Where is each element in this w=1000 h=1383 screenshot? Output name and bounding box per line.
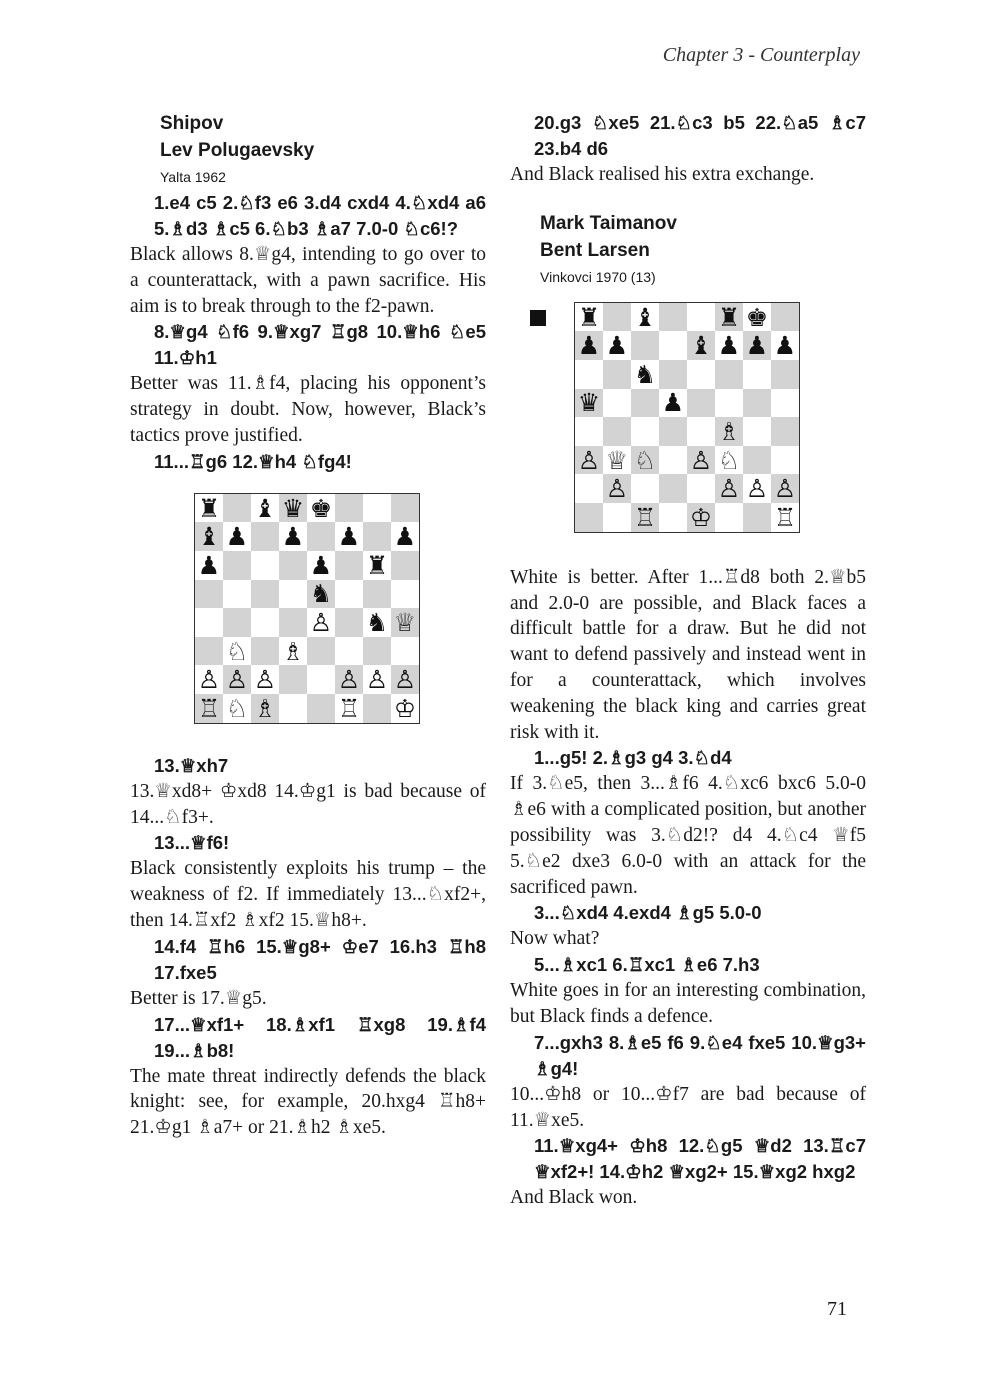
board-square — [743, 446, 771, 475]
board-square — [603, 503, 631, 532]
board-square — [279, 580, 307, 609]
board-square — [279, 608, 307, 637]
chess-piece-square: ♗ — [715, 417, 743, 446]
board-square — [391, 494, 419, 523]
chess-piece-square: ♟ — [659, 389, 687, 418]
chess-piece-square: ♙ — [687, 446, 715, 475]
board-square — [223, 551, 251, 580]
chess-piece-square: ♔ — [391, 694, 419, 723]
board-square — [575, 503, 603, 532]
white-player: Shipov — [160, 113, 224, 134]
chess-piece-square: ♙ — [743, 474, 771, 503]
white-player: Mark Taimanov — [540, 212, 677, 234]
commentary: Black allows 8.♕g4, intending to go over to a counterattack, with a pawn sacrifice. His aim is to break through to the f2-pawn. — [130, 244, 486, 317]
board-square — [659, 446, 687, 475]
move-text: 20.g3 ♘xe5 21.♘c3 b5 22.♘a5 ♗c7 23.b4 d6 — [534, 112, 866, 159]
board-square — [307, 665, 335, 694]
board-square — [575, 474, 603, 503]
board-square — [743, 503, 771, 532]
chess-piece-square: ♙ — [223, 665, 251, 694]
chess-piece-square: ♟ — [279, 522, 307, 551]
board-square — [687, 417, 715, 446]
board-square — [603, 303, 631, 332]
event-info: Vinkovci 1970 (13) — [540, 268, 656, 285]
chess-piece-square: ♘ — [715, 446, 743, 475]
board-square — [363, 522, 391, 551]
board-square — [743, 417, 771, 446]
board-square — [771, 360, 799, 389]
board-square — [771, 303, 799, 332]
board-square — [307, 694, 335, 723]
board-square — [335, 551, 363, 580]
move-text: 17...♕xf1+ 18.♗xf1 ♖xg8 19.♗f4 19...♗b8! — [154, 1013, 486, 1061]
chess-piece-square: ♚ — [743, 303, 771, 332]
event-info: Yalta 1962 — [160, 169, 226, 185]
chess-piece-square: ♟ — [335, 522, 363, 551]
chess-piece-square: ♜ — [363, 551, 391, 580]
board-square — [223, 580, 251, 609]
chess-piece-square: ♝ — [195, 522, 223, 551]
chess-piece-square: ♟ — [307, 551, 335, 580]
board-square — [279, 551, 307, 580]
chess-piece-square: ♝ — [687, 331, 715, 360]
board-square — [363, 637, 391, 666]
chess-piece-square: ♙ — [335, 665, 363, 694]
chess-piece-square: ♙ — [771, 474, 799, 503]
board-square — [631, 331, 659, 360]
board-square — [307, 637, 335, 666]
move-text: 13...♕f6! — [154, 832, 230, 854]
board-square — [279, 665, 307, 694]
move-text: 1.e4 c5 2.♘f3 e6 3.d4 cxd4 4.♘xd4 a6 5.♗d3 ♗c5 6.♘b3 ♗a7 7.0-0 ♘c6!? — [154, 192, 486, 239]
move-text: 5...♗xc1 6.♖xc1 ♗e6 7.h3 — [534, 954, 760, 976]
chess-piece-square: ♙ — [715, 474, 743, 503]
chess-piece-square: ♘ — [223, 694, 251, 723]
black-to-move-icon — [530, 310, 546, 326]
chess-piece-square: ♝ — [631, 303, 659, 332]
board-square — [279, 694, 307, 723]
board-square — [363, 580, 391, 609]
board-square — [363, 694, 391, 723]
board-square — [195, 608, 223, 637]
commentary: If 3.♘e5, then 3...♗f6 4.♘xc6 bxc6 5.0-0 ♗e6 with a complicated position, but another possibility was 3.♘d2!? d4 4.♘c4 ♕f5 5.♘e2 dxe3 6.0-0 with an attack for the sacrificed pawn. — [510, 773, 866, 898]
board-square — [687, 360, 715, 389]
board-square — [687, 389, 715, 418]
commentary: Better was 11.♗f4, placing his opponent’s strategy in doubt. Now, however, Black’s tactics prove justified. — [130, 373, 486, 446]
game-header — [510, 210, 866, 288]
chess-piece-square: ♚ — [307, 494, 335, 523]
board-square — [195, 637, 223, 666]
board-square — [659, 360, 687, 389]
commentary: Now what? — [510, 928, 600, 950]
chess-piece-square: ♟ — [715, 331, 743, 360]
board-square — [715, 389, 743, 418]
board-square — [659, 474, 687, 503]
chess-piece-square: ♖ — [771, 503, 799, 532]
chess-piece-square: ♙ — [575, 446, 603, 475]
move-text: 11.♕xg4+ ♔h8 12.♘g5 ♕d2 13.♖c7 ♕xf2+! 14.♔h2 ♕xg2+ 15.♕xg2 hxg2 — [534, 1135, 866, 1183]
chess-piece-square: ♛ — [279, 494, 307, 523]
board-square — [659, 303, 687, 332]
commentary: 13.♕xd8+ ♔xd8 14.♔g1 is bad because of 14...♘f3+. — [130, 780, 486, 828]
board-square — [659, 331, 687, 360]
board-square — [659, 503, 687, 532]
board-square — [363, 494, 391, 523]
chess-piece-square: ♖ — [195, 694, 223, 723]
board-square — [715, 360, 743, 389]
chess-piece-square: ♟ — [603, 331, 631, 360]
chess-piece-square: ♘ — [223, 637, 251, 666]
board-square — [603, 417, 631, 446]
board-square — [391, 637, 419, 666]
board-square — [603, 389, 631, 418]
commentary: Black consistently exploits his trump – the weakness of f2. If immediately 13...♘xf2+, then 14.♖xf2 ♗xf2 15.♕h8+. — [130, 858, 486, 931]
chess-piece-square: ♘ — [631, 446, 659, 475]
chess-piece-square: ♜ — [715, 303, 743, 332]
board-square — [391, 551, 419, 580]
move-text: 8.♕g4 ♘f6 9.♕xg7 ♖g8 10.♕h6 ♘e5 11.♔h1 — [154, 321, 486, 369]
black-player: Lev Polugaevsky — [160, 140, 315, 161]
board-square — [251, 608, 279, 637]
diagram-container — [510, 302, 866, 537]
commentary: Better is 17.♕g5. — [130, 987, 267, 1009]
chess-piece-square: ♙ — [603, 474, 631, 503]
board-square — [251, 551, 279, 580]
board-square — [771, 446, 799, 475]
board-square — [307, 522, 335, 551]
chess-piece-square: ♙ — [307, 608, 335, 637]
board-square — [251, 522, 279, 551]
board-square — [335, 494, 363, 523]
commentary: And Black realised his extra exchange. — [510, 164, 815, 185]
board-square — [631, 474, 659, 503]
move-text: 3...♘xd4 4.exd4 ♗g5 5.0-0 — [534, 902, 762, 924]
board-square — [251, 637, 279, 666]
chess-piece-square: ♞ — [363, 608, 391, 637]
black-player: Bent Larsen — [540, 239, 650, 261]
chess-piece-square: ♗ — [279, 637, 307, 666]
diagram-container — [130, 485, 486, 723]
board-square — [603, 360, 631, 389]
commentary: White goes in for an interesting combination, but Black finds a defence. — [510, 980, 866, 1027]
chess-piece-square: ♙ — [251, 665, 279, 694]
board-square — [335, 580, 363, 609]
chess-piece-square: ♟ — [223, 522, 251, 551]
board-square — [335, 608, 363, 637]
chess-piece-square: ♟ — [195, 551, 223, 580]
left-column — [130, 110, 486, 1141]
chess-piece-square: ♕ — [603, 446, 631, 475]
board-square — [687, 303, 715, 332]
chess-piece-square: ♖ — [335, 694, 363, 723]
chess-piece-square: ♟ — [391, 522, 419, 551]
board-square — [771, 417, 799, 446]
commentary: And Black won. — [510, 1187, 638, 1209]
chess-piece-square: ♟ — [771, 331, 799, 360]
board-square — [575, 360, 603, 389]
board-square — [335, 637, 363, 666]
chess-piece-square: ♙ — [195, 665, 223, 694]
commentary: White is better. After 1...♖d8 both 2.♕b5 and 2.0-0 are possible, and Black faces a difficult battle for a draw. But he did not want to defend passively and instead went in for a counterattack, which involves weakening the black king and carries great risk with it. — [510, 566, 866, 743]
chess-piece-square: ♔ — [687, 503, 715, 532]
chess-piece-square: ♟ — [743, 331, 771, 360]
right-column — [510, 110, 866, 1211]
chapter-header: Chapter 3 - Counterplay — [662, 44, 860, 66]
chess-piece-square: ♝ — [251, 494, 279, 523]
chess-piece-square: ♜ — [195, 494, 223, 523]
board-square — [223, 494, 251, 523]
commentary: 10...♔h8 or 10...♔f7 are bad because of 11.♕xe5. — [510, 1083, 866, 1131]
board-square — [715, 503, 743, 532]
chess-piece-square: ♙ — [391, 665, 419, 694]
board-square — [631, 389, 659, 418]
game-header — [130, 110, 486, 188]
chess-piece-square: ♜ — [575, 303, 603, 332]
chess-piece-square: ♛ — [575, 389, 603, 418]
move-text: 7...gxh3 8.♗e5 f6 9.♘e4 fxe5 10.♕g3+ ♗g4! — [534, 1031, 866, 1079]
move-text: 13.♕xh7 — [154, 754, 229, 776]
commentary: The mate threat indirectly defends the black knight: see, for example, 20.hxg4 ♖h8+ 21.♔g1 ♗a7+ or 21.♗h2 ♗xe5. — [130, 1065, 486, 1139]
move-text: 1...g5! 2.♗g3 g4 3.♘d4 — [534, 747, 732, 769]
board-square — [391, 580, 419, 609]
chess-piece-square: ♙ — [363, 665, 391, 694]
chess-piece-square: ♗ — [251, 694, 279, 723]
chess-diagram — [574, 302, 800, 533]
chess-piece-square: ♟ — [575, 331, 603, 360]
move-text: 14.f4 ♖h6 15.♕g8+ ♔e7 16.h3 ♖h8 17.fxe5 — [154, 935, 486, 983]
chess-diagram — [194, 493, 420, 724]
board-square — [687, 474, 715, 503]
chess-piece-square: ♞ — [307, 580, 335, 609]
board-square — [195, 580, 223, 609]
board-square — [771, 389, 799, 418]
chess-piece-square: ♕ — [391, 608, 419, 637]
board-square — [743, 360, 771, 389]
board-square — [223, 608, 251, 637]
board-square — [659, 417, 687, 446]
board-square — [631, 417, 659, 446]
chess-piece-square: ♖ — [631, 503, 659, 532]
chess-piece-square: ♞ — [631, 360, 659, 389]
page-number: 71 — [827, 1298, 847, 1320]
move-text: 11...♖g6 12.♕h4 ♘fg4! — [154, 450, 352, 472]
board-square — [575, 417, 603, 446]
board-square — [743, 389, 771, 418]
board-square — [251, 580, 279, 609]
